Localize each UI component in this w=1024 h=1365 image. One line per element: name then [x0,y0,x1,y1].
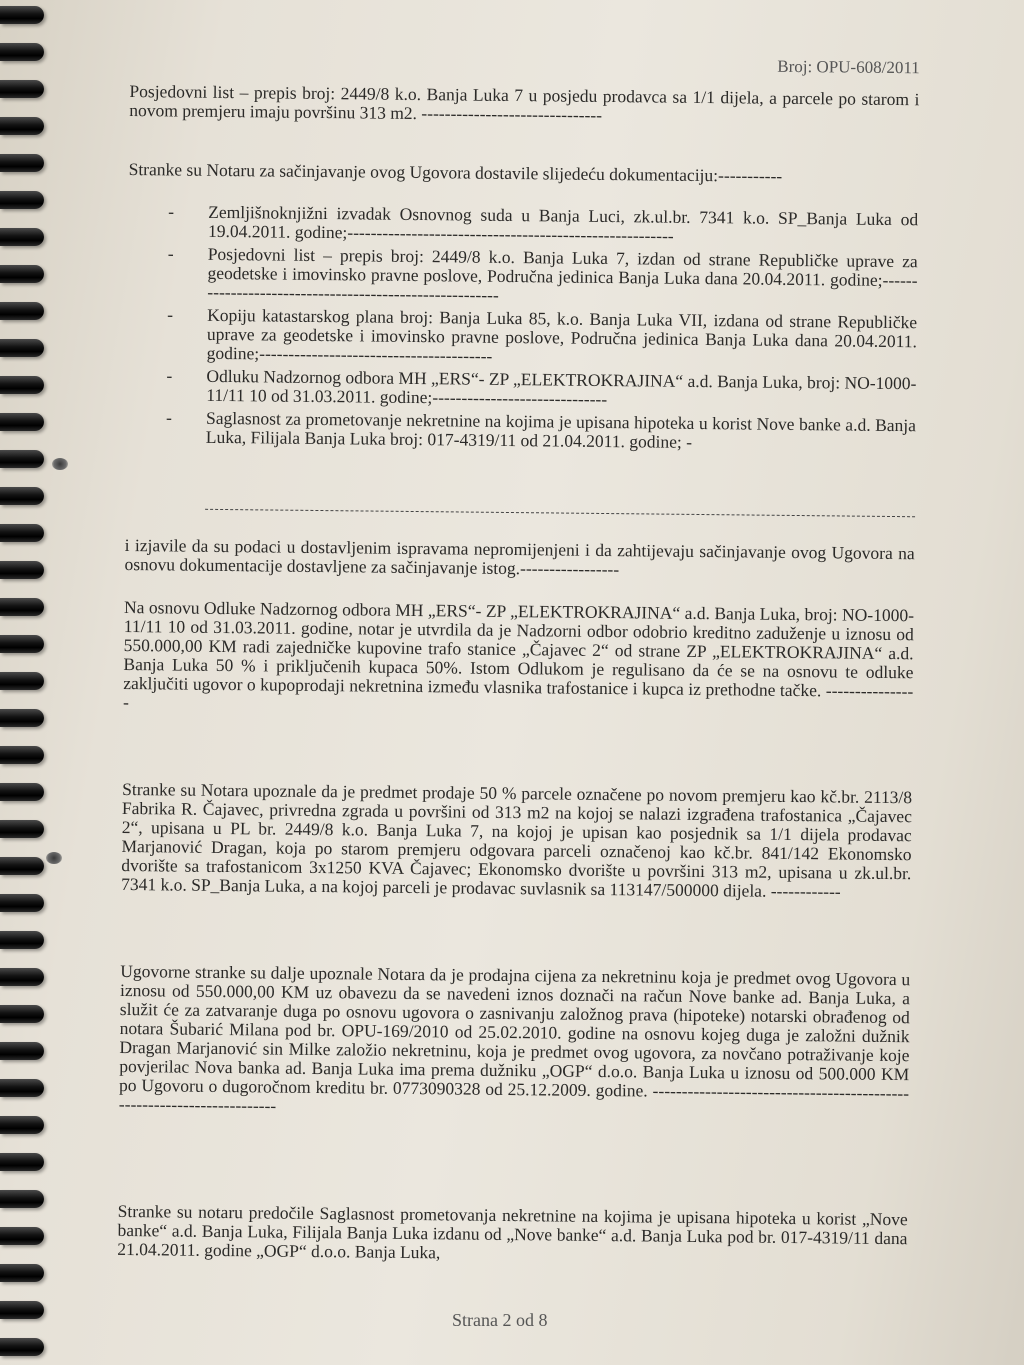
binding-coil [0,1227,44,1245]
binding-coil [0,339,44,357]
list-item [167,244,918,309]
spiral-binding [0,0,46,1365]
page-number: Strana 2 od 8 [452,1310,548,1330]
binding-coil [0,1079,44,1097]
paragraph-saglasnost: Stranke su notaru predočile Saglasnost prometovanja nekretnine na kojima je upisana hipoteka u korist „Nove banke“ a.d. Banja Luka, Filijala Banja Luka izdanu od „Nove banke“ a.d. Banja Luka pod br. 017-4319/11 dana 21.04.2011. godine „OGP“ d.o.o. Banja Luka, [117,1200,908,1263]
binding-coil [0,709,44,727]
bullet-dash: - [166,365,173,386]
punch-hole-mark [46,852,62,864]
binding-coil [0,154,44,172]
binding-coil [0,1116,44,1134]
binding-coil [0,117,44,135]
binding-coil [0,783,44,801]
binding-coil [0,43,44,61]
binding-coil [0,413,44,431]
binding-coil [0,820,44,838]
binding-coil [0,1301,44,1319]
list-item-text: Kopiju katastarskog plana broj: Banja Luka 85, k.o. Banja Luka VII, izdana od strane Republičke uprave za geodetske i imovinsko pravne poslove, Područna jedinica Banja Luka dana 20.04.2011. godine;---------------------------------------- [206,304,918,366]
paragraph-statement: i izjavile da su podaci u dostavljenim ispravama nepromijenjeni i da zahtijevaju sačinjavanje ovog Ugovora na osnovu dokumentacije dostavljene za sačinjavanje istog.----------------- [124,534,915,580]
list-item-text: Saglasnost za prometovanje nekretnine na kojima je upisana hipoteka u korist Nove banke a.d. Banja Luka, Filijala Banja Luka broj: 017-4319/11 od 21.04.2011. godine; - [205,407,917,452]
paragraph-predmet-prodaje: Stranke su Notara upoznale da je predmet prodaje 50 % parcele označene po novom premjeru kao kč.br. 2113/8 Fabrika R. Čajavec, privredna zgrada u površini od 313 m2 na kojoj se nalazi izgrađena trafostanica „Čajavec 2“, upisana u PL br. 2449/8 k.o. Banja Luka 7, na kojoj je upisan kao posjednik sa 1/1 dijela prodavac Marjanović Dragan, koja po starom premjeru odgovara parceli označenoj kao kč.br. 841/142 Ekonomsko dvorište sa trafostanicom 3x1250 KVA Čajavec; Ekonomsko dvorište u površini 313 m2, upisana u zk.ul.br. 7341 k.o. SP_Banja Luka, a na kojoj parceli je prodavac suvlasnik sa 113147/500000 dijela. ------------ [121,778,913,902]
binding-coil [0,1042,44,1060]
bullet-dash: - [165,407,172,428]
binding-coil [0,968,44,986]
binding-coil [0,561,44,579]
binding-coil [0,487,44,505]
bullet-dash: - [168,201,175,222]
binding-coil [0,1005,44,1023]
binding-coil [0,265,44,283]
bullet-dash: - [167,304,174,325]
binding-coil [0,524,44,542]
document-number: Broj: OPU-608/2011 [777,56,920,78]
list-item [166,366,916,412]
binding-coil [0,1190,44,1208]
binding-coil [0,635,44,653]
binding-coil [0,857,44,875]
list-item-text: Posjedovni list – prepis broj: 2449/8 k.o. Banja Luka 7, izdan od strane Republičke uprave za geodetske i imovinsko pravne poslove, Područna jedinica Banja Luka dana 20.04.2011. godine;-------------------------------------------------------- [207,243,918,305]
list-item [168,202,918,248]
list-item [167,305,918,370]
binding-coil [0,931,44,949]
documentation-list [166,202,919,458]
list-item [166,408,916,454]
binding-coil [0,6,44,24]
binding-coil [0,1338,44,1356]
list-item-text: Odluku Nadzornog odbora MH „ERS“- ZP „ELEKTROKRAJINA“ a.d. Banja Luka, broj: NO-1000-11/11 10 od 31.03.2011. godine;------------------------------ [206,365,917,410]
binding-coil [0,302,44,320]
paragraph-documentation-intro: Stranke su Notaru za sačinjavanje ovog Ugovora dostavile slijedeću dokumentaciju:----------- [128,158,783,186]
binding-coil [0,80,44,98]
binding-coil [0,746,44,764]
binding-coil [0,598,44,616]
punch-hole-mark [52,458,68,470]
binding-coil [0,1264,44,1282]
paragraph-prodajna-cijena: Ugovorne stranke su dalje upoznale Notara da je prodajna cijena za nekretninu koja je predmet ovog Ugovora u iznosu od 550.000,00 KM uz obavezu da se navedeni iznos doznači na račun Nove banke ad. Banja Luka, a služit će za zatvaranje duga po osnovu ugovora o zasnivanju založnog prava (hipoteke) notarski obrađenog od notara Šubarić Milana pod br. OPU-169/2010 od 25.02.2010. godine na osnovu kojeg duga je založni dužnik Dragan Marjanović sin Milke založio nekretninu, koja je predmet ovog ugovora, za novčano potraživanje koje povjerilac Nova banka ad. Banja Luka ima prema dužniku „OGP“ d.o.o. Banja Luka u iznosu od 500.000 KM po Ugovoru o dugoročnom kreditu br. 0773090328 od 25.12.2009. godine. ----------------------------------------------------------------------- [118,960,911,1116]
dashed-separator [205,509,915,517]
list-item-text: Zemljišnoknjižni izvadak Osnovnog suda u Banja Luci, zk.ul.br. 7341 k.o. SP_Banja Luka od 19.04.2011. godine;-------------------------------------------------------- [207,201,919,246]
binding-coil [0,450,44,468]
binding-coil [0,672,44,690]
document-body [117,40,920,1263]
binding-coil [0,228,44,246]
binding-coil [0,894,44,912]
paragraph-nadzorni-odbor: Na osnovu Odluke Nadzornog odbora MH „ERS“- ZP „ELEKTROKRAJINA“ a.d. Banja Luka, broj: NO-1000-11/11 10 od 31.03.2011. godine, notar je utvrdila da je Nadzorni odbor odobrio kreditno zaduženje u iznosu od 550.000,00 KM radi zajedničke kupovine trafo stanice „Čajavec 2“ od strane ZP „ELEKTROKRAJINA“ a.d. Banja Luka 50 % i priključenih kupaca 50%. Istom Odlukom je regulisano da će se na osnovu te odluke zaključiti ugovor o kupoprodaji nekretnina između vlasnika trafostanice i kupca iz prethodne tačke. ---------------- [122,596,915,713]
binding-coil [0,191,44,209]
paragraph-posjedovni-list: Posjedovni list – prepis broj: 2449/8 k.o. Banja Luka 7 u posjedu prodavca sa 1/1 dijela, a parcele po starom i novom premjeru imaju površinu 313 m2. ------------------------------- [129,80,920,125]
bullet-dash: - [167,243,174,264]
binding-coil [0,1153,44,1171]
binding-coil [0,376,44,394]
